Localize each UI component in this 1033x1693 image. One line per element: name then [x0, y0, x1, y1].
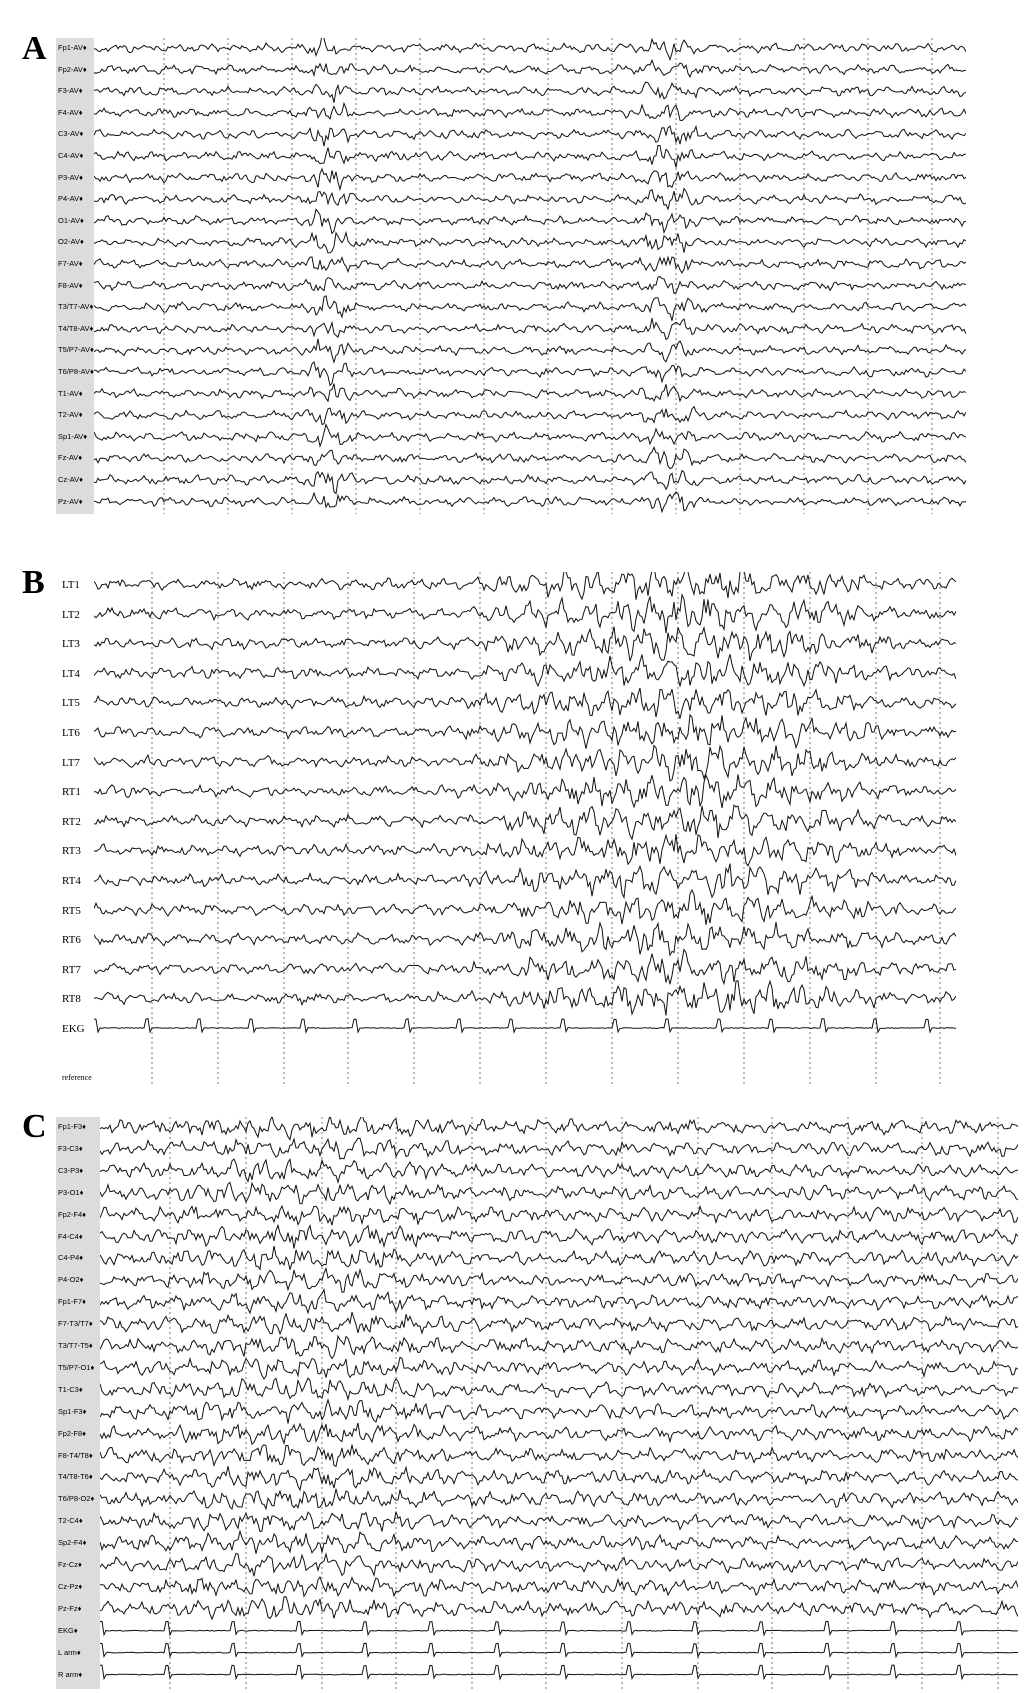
- channel-label: RT6: [62, 934, 81, 947]
- channel-label: T1-AV♦: [58, 388, 83, 398]
- eeg-trace: [100, 1445, 1018, 1467]
- channel-label: RT1: [62, 786, 81, 799]
- channel-label: Fz-AV♦: [58, 453, 83, 463]
- channel-label: T5/P7-O1♦: [58, 1362, 95, 1372]
- channel-label: Fp2-AV♦: [58, 64, 87, 74]
- channel-label: LT3: [62, 638, 80, 651]
- channel-label: Sp1-AV♦: [58, 431, 88, 441]
- channel-label: O1-AV♦: [58, 215, 84, 225]
- eeg-trace: [100, 1400, 1018, 1424]
- channel-label: T2-C4♦: [58, 1516, 83, 1526]
- channel-label: Fz-Cz♦: [58, 1560, 82, 1569]
- channel-label: F8-T4/T8♦: [58, 1450, 93, 1460]
- channel-label: Cz-AV♦: [58, 475, 83, 484]
- channel-label: T6/P8-O2♦: [58, 1494, 95, 1504]
- eeg-trace: [100, 1312, 1018, 1334]
- eeg-traces-c: [100, 1117, 1018, 1689]
- channel-label: RT2: [62, 815, 81, 828]
- channel-label: C4-P4♦: [58, 1253, 84, 1263]
- channel-label: EKG: [62, 1023, 85, 1035]
- channel-label: T4/T8-T6♦: [58, 1472, 93, 1482]
- eeg-trace: [100, 1423, 1018, 1444]
- channel-label: O2-AV♦: [58, 237, 84, 247]
- channel-label: Sp1-F3♦: [58, 1406, 87, 1416]
- eeg-trace: [100, 1290, 1018, 1313]
- eeg-trace: [100, 1182, 1018, 1204]
- channel-label: F7-T3/T7♦: [58, 1319, 93, 1329]
- channel-label: RT5: [62, 904, 81, 917]
- channel-label: F3-AV♦: [58, 86, 83, 96]
- eeg-trace: [100, 1225, 1018, 1248]
- panel-letter-b: B: [22, 564, 45, 601]
- channel-label: C4-AV♦: [58, 151, 84, 160]
- channel-label: F7-AV♦: [58, 259, 83, 268]
- channel-label: Fp2-F8♦: [58, 1428, 87, 1438]
- eeg-trace: [100, 1665, 1018, 1679]
- eeg-trace: [100, 1206, 1018, 1225]
- eeg-trace: [100, 1512, 1018, 1532]
- channel-label: T5/P7-AV♦: [58, 345, 94, 355]
- channel-label: T6/P8-AV♦: [58, 367, 94, 376]
- channel-label: Pz-AV♦: [58, 496, 83, 506]
- eeg-trace: [100, 1378, 1018, 1399]
- channel-label: F4-C4♦: [58, 1231, 83, 1241]
- channel-label: P4-O2♦: [58, 1275, 84, 1285]
- eeg-trace: [100, 1577, 1018, 1596]
- channel-label: P3-O1♦: [58, 1187, 84, 1197]
- channel-label: Fp1-F3♦: [58, 1122, 87, 1131]
- channel-label: C3-AV♦: [58, 129, 84, 139]
- reference-label: reference: [62, 1073, 92, 1082]
- channel-label: T3/T7-AV♦: [58, 302, 94, 312]
- channel-label: Pz-Fz♦: [58, 1603, 82, 1613]
- channel-label: F4-AV♦: [58, 107, 83, 117]
- channel-label: C3-P3♦: [58, 1165, 84, 1175]
- channel-label: Fp2-F4♦: [58, 1209, 87, 1219]
- channel-label: Sp2-F4♦: [58, 1538, 87, 1548]
- panel-letter-a: A: [22, 30, 47, 67]
- channel-label: P4-AV♦: [58, 194, 83, 204]
- channel-label: LT1: [62, 579, 80, 591]
- channel-label: Cz-Pz♦: [58, 1581, 83, 1591]
- channel-label: RT7: [62, 963, 81, 976]
- eeg-trace: [100, 1138, 1018, 1159]
- eeg-trace: [100, 1336, 1018, 1359]
- eeg-trace: [100, 1621, 1018, 1635]
- panel-letter-c: C: [22, 1108, 47, 1145]
- channel-label: Fp1-AV♦: [58, 43, 87, 52]
- channel-label: LT4: [62, 667, 80, 680]
- channel-label: RT8: [62, 993, 81, 1006]
- eeg-trace: [100, 1553, 1018, 1576]
- channel-label: F8-AV♦: [58, 280, 83, 290]
- eeg-trace: [100, 1159, 1018, 1182]
- channel-label: T4/T8-AV♦: [58, 323, 94, 333]
- channel-label: RT4: [62, 875, 81, 887]
- channel-label: T1-C3♦: [58, 1384, 83, 1394]
- channel-label: F3-C3♦: [58, 1143, 83, 1153]
- channel-label: EKG♦: [58, 1625, 78, 1635]
- eeg-trace: [100, 1117, 1018, 1140]
- channel-label: R arm♦: [58, 1669, 83, 1679]
- eeg-trace: [100, 1597, 1018, 1619]
- eeg-trace: [100, 1489, 1018, 1509]
- eeg-trace: [100, 1246, 1018, 1270]
- channel-label: LT7: [62, 756, 80, 769]
- eeg-trace: [100, 1358, 1018, 1380]
- channel-label: LT5: [62, 697, 80, 710]
- eeg-trace: [100, 1269, 1018, 1293]
- channel-label: P3-AV♦: [58, 172, 83, 182]
- channel-label: Fp1-F7♦: [58, 1297, 87, 1307]
- channel-label: LT6: [62, 727, 80, 739]
- eeg-trace: [100, 1531, 1018, 1553]
- channel-label: T2-AV♦: [58, 410, 83, 420]
- channel-label: LT2: [62, 608, 80, 621]
- channel-label: T3/T7-T5♦: [58, 1341, 93, 1350]
- eeg-trace: [100, 1466, 1018, 1490]
- channel-label: L arm♦: [58, 1647, 81, 1657]
- eeg-trace: [100, 1643, 1018, 1657]
- channel-label: RT3: [62, 845, 81, 858]
